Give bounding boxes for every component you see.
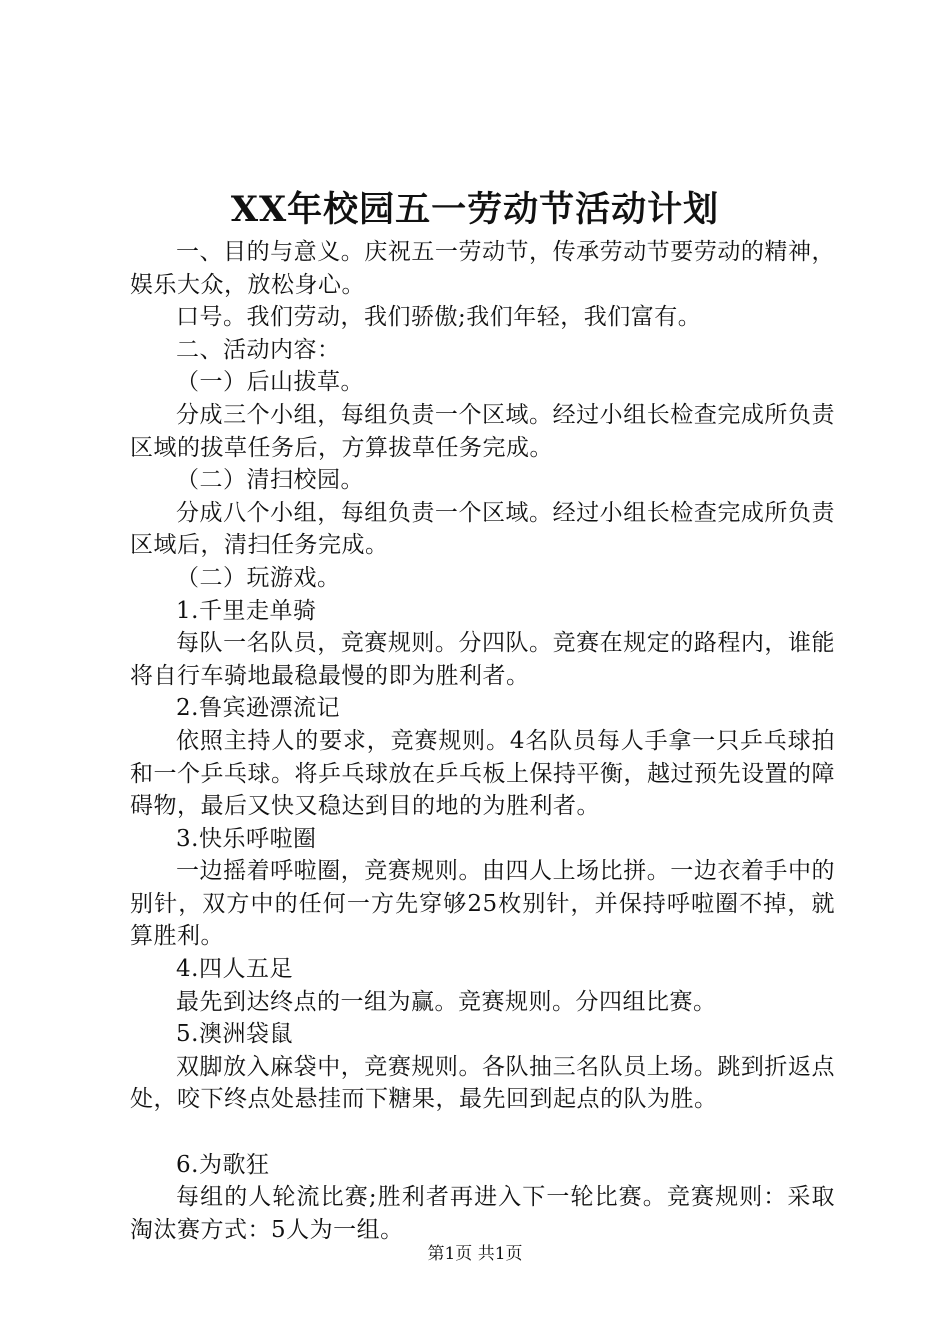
game-heading: 4.四人五足 xyxy=(176,956,293,983)
document-body xyxy=(130,236,835,1246)
paragraph: 双脚放入麻袋中，竞赛规则。各队抽三名队员上场。跳到折返点处，咬下终点处悬挂而下糖果，最先回到起点的队为胜。 xyxy=(130,1053,835,1113)
paragraph: 每队一名队员，竞赛规则。分四队。竞赛在规定的路程内，谁能将自行车骑地最稳最慢的即为胜利者。 xyxy=(130,630,835,689)
game-heading: 5.澳洲袋鼠 xyxy=(176,1021,293,1048)
paragraph: 每组的人轮流比赛;胜利者再进入下一轮比赛。竞赛规则：采取淘汰赛方式：5人为一组。 xyxy=(130,1184,835,1243)
game-heading: 2.鲁宾逊漂流记 xyxy=(176,695,340,722)
game-heading: 6.为歌狂 xyxy=(176,1151,270,1178)
paragraph: 依照主持人的要求，竞赛规则。4名队员每人手拿一只乒乓球拍和一个乒乓球。将乒乓球放在乒乓板上保持平衡，越过预先设置的障碍物，最后又快又稳达到目的地的为胜利者。 xyxy=(130,727,835,820)
paragraph: 分成八个小组，每组负责一个区域。经过小组长检查完成所负责区域后，清扫任务完成。 xyxy=(130,499,835,559)
paragraph: 最先到达终点的一组为赢。竞赛规则。分四组比赛。 xyxy=(176,988,717,1015)
document-title: XX年校园五一劳动节活动计划 xyxy=(230,189,720,230)
paragraph: 口号。我们劳动，我们骄傲;我们年轻，我们富有。 xyxy=(176,304,702,331)
paragraph: 一边摇着呼啦圈，竞赛规则。由四人上场比拼。一边衣着手中的别针，双方中的任何一方先穿够25枚别针，并保持呼啦圈不掉，就算胜利。 xyxy=(130,858,835,950)
game-heading: 3.快乐呼啦圈 xyxy=(176,825,317,852)
subsection-heading: （一）后山拔草。 xyxy=(176,369,364,396)
subsection-heading: （二）玩游戏。 xyxy=(176,564,341,591)
page-footer: 第1页 共1页 xyxy=(427,1244,523,1264)
game-heading: 1.千里走单骑 xyxy=(176,597,317,624)
blank-line xyxy=(130,1116,835,1149)
paragraph: 一、目的与意义。庆祝五一劳动节，传承劳动节要劳动的精神，娱乐大众，放松身心。 xyxy=(130,239,835,298)
subsection-heading: （二）清扫校园。 xyxy=(176,467,364,494)
section-heading: 二、活动内容： xyxy=(176,336,341,363)
paragraph: 分成三个小组，每组负责一个区域。经过小组长检查完成所负责区域的拔草任务后，方算拔草任务完成。 xyxy=(130,401,835,461)
